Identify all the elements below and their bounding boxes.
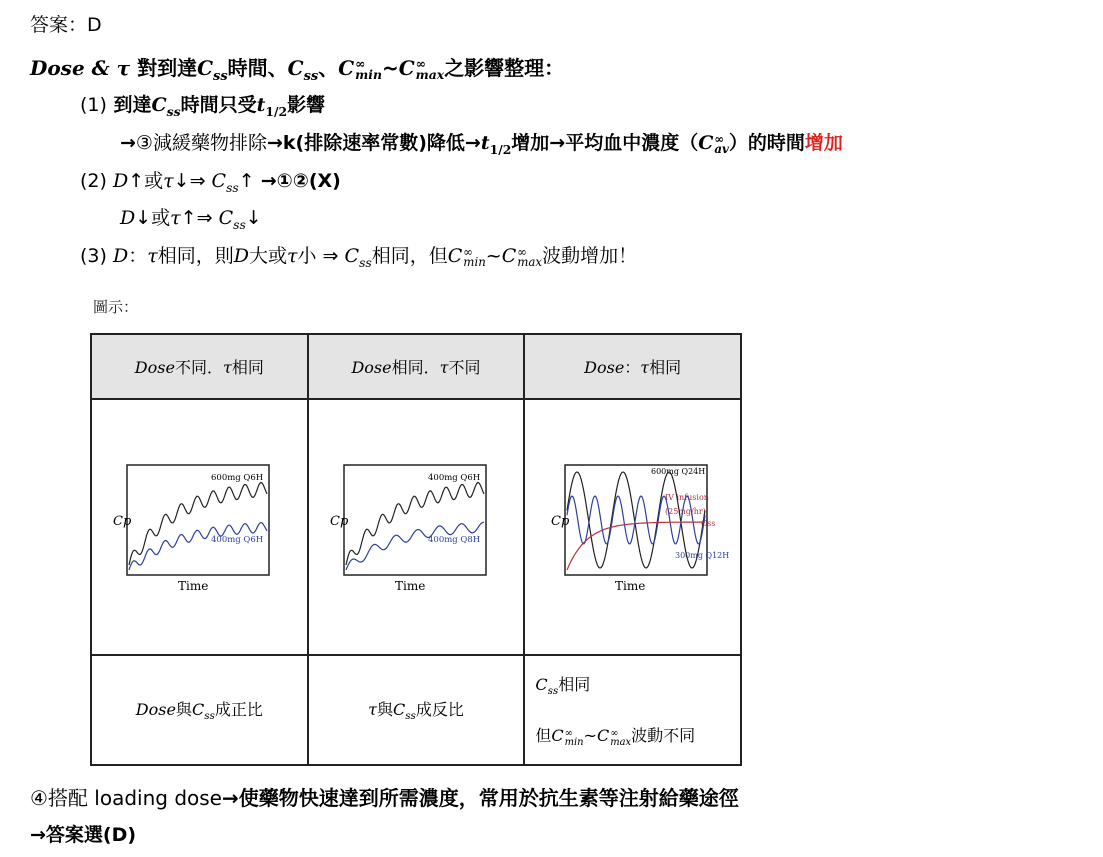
item3-tilde: ~ — [485, 245, 502, 267]
detail-circle-3: ③ — [135, 132, 153, 154]
chart2-bottom-label: 400mg Q8H — [427, 535, 481, 545]
item1-num: (1) — [80, 94, 107, 116]
f3-cmax-sup: ∞ — [610, 727, 619, 739]
h2-sep: ． — [423, 358, 440, 377]
chart2-ylabel: Cp — [329, 514, 349, 529]
item2b-css-c: C — [218, 207, 234, 229]
item1-css-sub: ss — [166, 103, 181, 119]
item-2 — [80, 166, 341, 195]
chart3-curve-q12h — [567, 496, 705, 544]
footer-line-1 — [30, 782, 739, 811]
f3-cmin-c: C — [551, 726, 564, 746]
item2-css-sub: ss — [226, 180, 239, 195]
chart-cell-2 — [308, 399, 525, 655]
chart3-top-label: 600mg Q24H — [650, 467, 705, 476]
item3-cmin-sub: min — [463, 255, 486, 270]
f3-cmax-c: C — [596, 726, 610, 746]
heading-cmin-sup: ∞ — [355, 56, 366, 72]
h3-tau: τ — [640, 358, 650, 377]
heading-text1: 對到達 — [130, 56, 198, 80]
f2-css-sub: ss — [405, 710, 416, 723]
h1-d: 相同 — [231, 358, 264, 377]
item3-d2: D — [233, 245, 249, 267]
heading-dose: Dose — [30, 56, 85, 80]
item2-or: 或 — [144, 170, 164, 192]
heading-text3: 、 — [318, 56, 339, 80]
item2-num: (2) — [80, 170, 107, 192]
heading-css2-c: C — [287, 56, 304, 80]
item2-d: D — [112, 170, 129, 192]
f1-c: 成正比 — [214, 700, 263, 720]
chart1-bottom-label: 400mg Q6H — [211, 535, 264, 545]
heading-cmax-sup: ∞ — [415, 56, 426, 72]
item2b-or: 或 — [151, 207, 171, 229]
detail-text-d: ）的時間 — [728, 132, 805, 154]
f1-b: 與 — [175, 700, 192, 720]
heading-css2-sub: ss — [303, 69, 319, 84]
heading-css-sub: ss — [213, 69, 228, 84]
chart1-ylabel: Cp — [113, 514, 132, 529]
item1-text-a: 到達 — [106, 94, 152, 116]
f3-line1: 相同 — [558, 675, 591, 695]
header-tau-diff — [308, 334, 525, 399]
item2b-down: ↓ — [135, 207, 152, 229]
item3-css-c: C — [344, 245, 360, 267]
item3-colon: ： — [128, 245, 148, 267]
f1-dose: Dose — [135, 700, 176, 720]
f3-line2a: 但 — [535, 726, 552, 746]
answer-line: 答案：D — [30, 14, 102, 36]
item1-text-b: 時間只受 — [180, 94, 257, 116]
item2-tau: τ — [163, 170, 174, 192]
f2-c: 成反比 — [415, 700, 464, 720]
chart-dose-diff — [93, 400, 305, 650]
item-1 — [80, 90, 325, 119]
item3-text-d: 相同，但 — [371, 245, 448, 267]
item2b-up: ↑ — [180, 207, 197, 229]
detail-t: t — [480, 132, 490, 154]
f3-css-sub: ss — [547, 685, 559, 698]
f3-line-1 — [535, 672, 740, 697]
heading-tau: τ — [116, 56, 131, 80]
chart-tau-diff — [310, 400, 522, 650]
f3-cmin-sub: min — [564, 736, 584, 748]
item2-arrow-circles: →①②(X) — [260, 170, 341, 192]
item3-text-e: 波動增加！ — [542, 245, 638, 267]
item1-css-c: C — [151, 94, 167, 116]
heading-tilde: ~ — [381, 56, 399, 80]
detail-text-c: 增加→平均血中濃度（ — [511, 132, 699, 154]
f2-css-c: C — [392, 700, 406, 720]
item3-text-b: 大或 — [248, 245, 287, 267]
detail-text-b: →k(排除速率常數)降低→ — [266, 132, 481, 154]
item3-cmax-c: C — [501, 245, 517, 267]
heading-cmax-sub: max — [415, 67, 445, 83]
item3-d: D — [112, 245, 129, 267]
item2-implies: ⇒ — [189, 170, 206, 192]
item3-cmin-sup: ∞ — [463, 244, 474, 259]
f2-tau: τ — [368, 700, 377, 720]
table-header-row — [91, 334, 741, 399]
section-heading — [30, 52, 564, 84]
h1-b: 不同 — [174, 358, 207, 377]
f1-css-sub: ss — [204, 710, 215, 723]
chart3-ylabel: Cp — [550, 514, 569, 529]
chart-cell-3 — [524, 399, 741, 655]
item3-num: (3) — [80, 245, 107, 267]
heading-cmin-sub: min — [355, 67, 382, 83]
f3-css-c: C — [535, 675, 548, 695]
f2-b: 與 — [376, 700, 393, 720]
chart3-xlabel: Time — [614, 579, 645, 593]
item2b-implies: ⇒ — [196, 207, 213, 229]
f3-cmax-sub: max — [610, 736, 632, 748]
h1-sep: ． — [206, 358, 223, 377]
heading-text2: 時間、 — [227, 56, 288, 80]
item3-css-sub: ss — [359, 255, 372, 270]
item2b-down2: ↓ — [245, 207, 262, 229]
detail-red-word: 增加 — [804, 132, 843, 154]
heading-cmin-c: C — [338, 56, 355, 80]
item2-up2: ↑ — [238, 170, 255, 192]
h2-dose: Dose — [351, 358, 392, 377]
footer1-circle-4: ④ — [30, 786, 48, 810]
item-2-line-2 — [120, 203, 262, 232]
heading-css-c: C — [197, 56, 214, 80]
item3-cmax-sub: max — [517, 255, 543, 270]
item3-cmin-c: C — [447, 245, 463, 267]
item2b-tau: τ — [170, 207, 181, 229]
f3-cmin-sup: ∞ — [564, 727, 573, 739]
chart1-top-label: 600mg Q6H — [211, 473, 264, 483]
h1-dose: Dose — [134, 358, 175, 377]
f1-css-c: C — [191, 700, 205, 720]
h3-b: ： — [624, 358, 641, 377]
heading-text4: 之影響整理： — [444, 56, 565, 80]
item-3 — [80, 241, 637, 270]
footer-line-2: →答案選(D) — [30, 824, 137, 846]
item1-half-sub: 1/2 — [265, 103, 288, 119]
detail-cav-sup: ∞ — [714, 131, 725, 146]
item2-css-c: C — [211, 170, 227, 192]
f3-line-2 — [535, 723, 740, 747]
item1-text-c: 影響 — [287, 94, 326, 116]
h2-tau: τ — [439, 358, 449, 377]
chart2-xlabel: Time — [394, 579, 426, 593]
item3-text-a: 相同，則 — [157, 245, 234, 267]
chart3-css-label: Css — [700, 519, 715, 528]
header-dose-diff — [91, 334, 308, 399]
table-footer-row — [91, 655, 741, 765]
h1-tau: τ — [222, 358, 232, 377]
footer-cell-3 — [524, 655, 741, 765]
item1-t: t — [256, 94, 266, 116]
item3-cmax-sup: ∞ — [517, 244, 528, 259]
footer-cell-2 — [308, 655, 525, 765]
h3-dose: Dose — [584, 358, 625, 377]
chart3-iv-label-2: (25mg/hr) — [664, 507, 706, 516]
h2-b: 相同 — [391, 358, 424, 377]
figure-caption: 圖示： — [93, 298, 139, 316]
f3-line2b: 波動不同 — [631, 726, 696, 746]
item3-tau: τ — [147, 245, 158, 267]
footer-cell-1 — [91, 655, 308, 765]
heading-cmax-c: C — [398, 56, 415, 80]
chart-cell-1 — [91, 399, 308, 655]
f3-tilde: ~ — [583, 726, 597, 746]
comparison-table — [90, 333, 742, 766]
chart-ratio-same — [527, 400, 739, 650]
detail-text-a: 減緩藥物排除 — [152, 132, 267, 154]
footer1-text-a: 搭配 loading dose — [47, 786, 222, 810]
chart1-xlabel: Time — [178, 579, 209, 593]
footer1-text-b: →使藥物快速達到所需濃度，常用於抗生素等注射給藥途徑 — [221, 786, 739, 810]
header-ratio-same — [524, 334, 741, 399]
chart3-iv-label-1: IV infusion — [664, 493, 709, 502]
item2b-d: D — [120, 207, 136, 229]
item3-tau2: τ — [287, 245, 298, 267]
detail-cav-c: C — [698, 132, 714, 154]
heading-amp: & — [84, 56, 117, 80]
h2-d: 不同 — [448, 358, 481, 377]
detail-arrow: → — [120, 132, 136, 154]
table-chart-row — [91, 399, 741, 655]
item3-text-c: 小 ⇒ — [297, 245, 345, 267]
item2b-css-sub: ss — [233, 217, 246, 232]
h3-d: 相同 — [649, 358, 682, 377]
detail-cav-sub: av — [714, 142, 729, 157]
item2-up: ↑ — [128, 170, 145, 192]
item-1-detail — [120, 128, 843, 157]
item2-down: ↓ — [173, 170, 190, 192]
detail-half-sub: 1/2 — [489, 141, 512, 157]
chart3-bottom-label: 300mg Q12H — [674, 551, 729, 560]
chart2-top-label: 400mg Q6H — [427, 473, 481, 483]
